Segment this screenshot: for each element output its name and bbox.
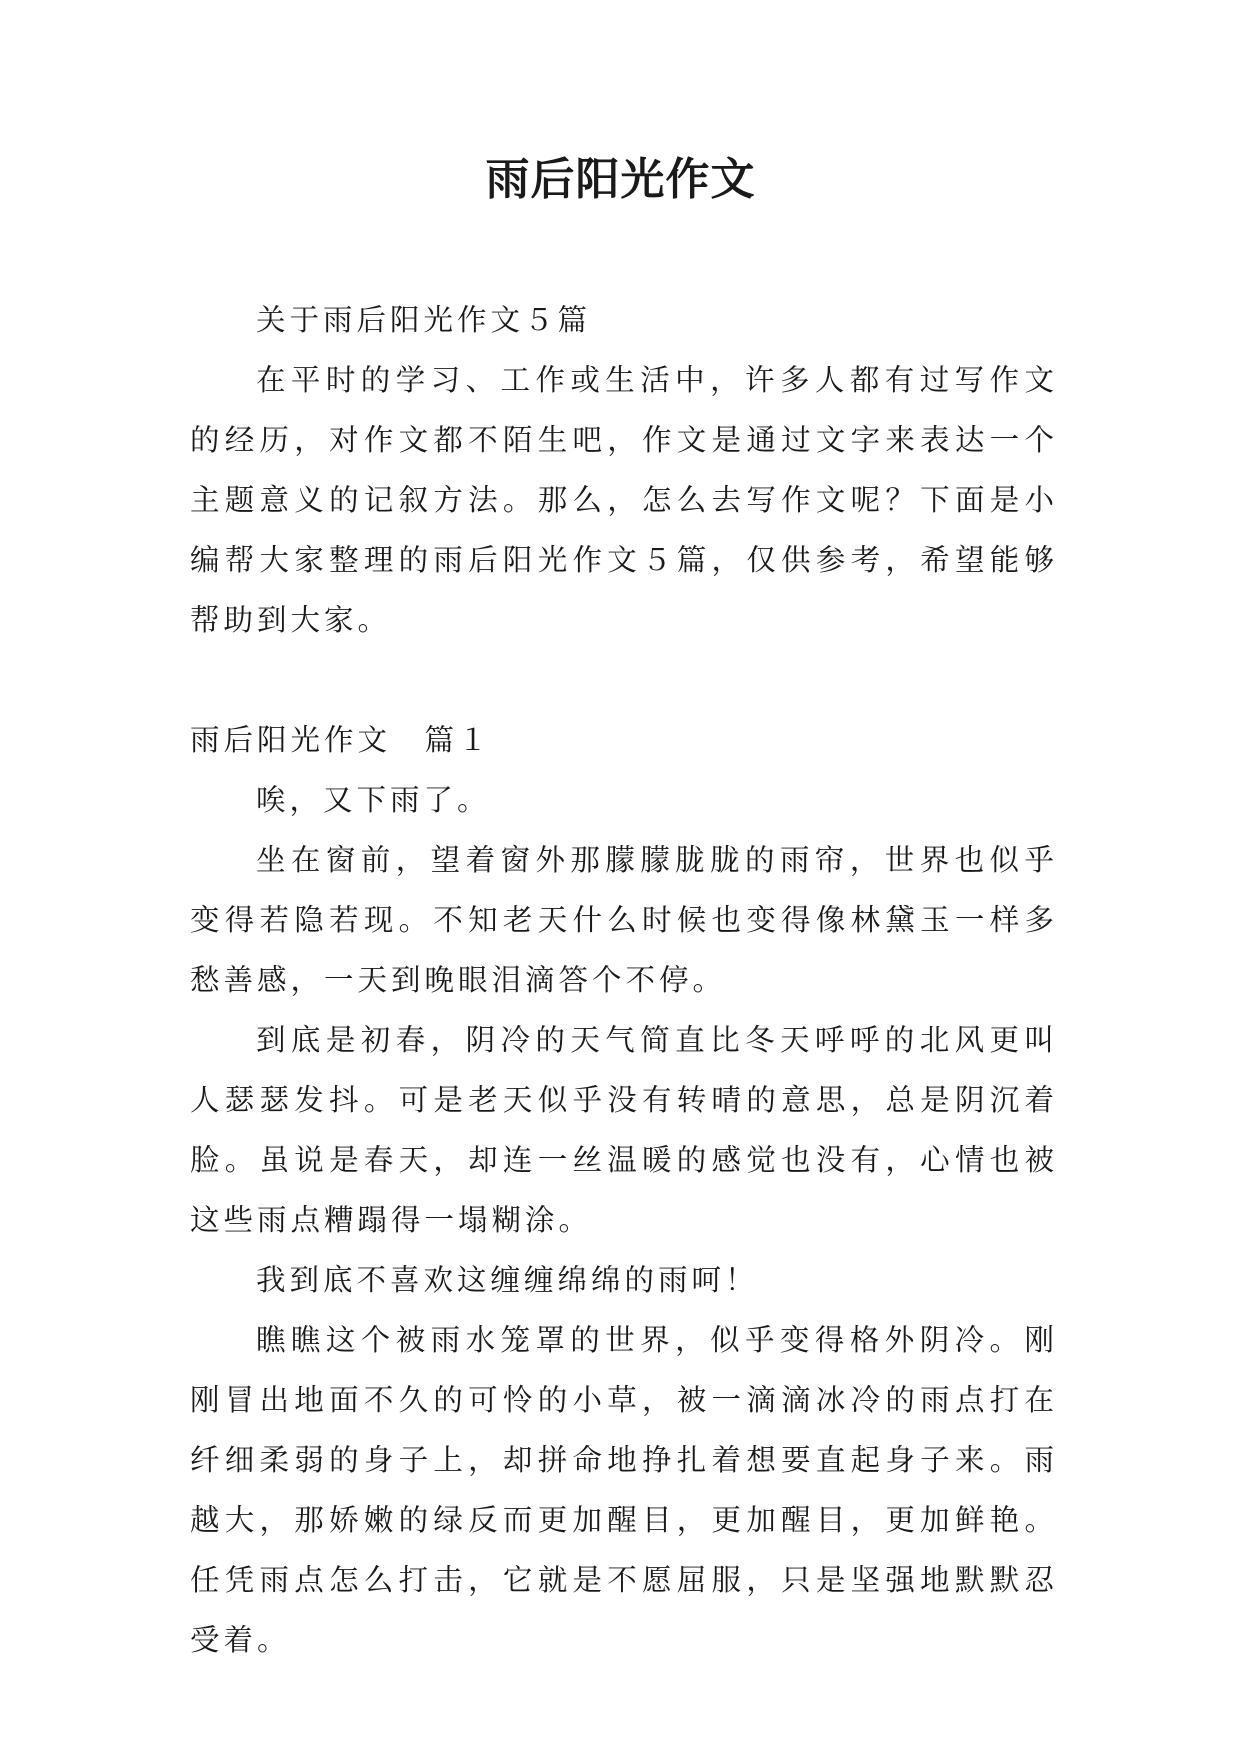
document-title: 雨后阳光作文 <box>485 154 756 205</box>
intro-paragraph: 在平时的学习、工作或生活中，许多人都有过写作文的经历，对作文都不陌生吧，作文是通过文字来表达一个主题意义的记叙方法。那么，怎么去写作文呢？下面是小编帮大家整理的雨后阳光作文５篇，仅供参考，希望能够帮助到大家。 <box>190 363 1058 637</box>
section-heading: 雨后阳光作文 篇１ <box>190 723 492 757</box>
paragraph-spacer <box>190 650 1058 710</box>
paragraph-3: 到底是初春，阴冷的天气简直比冬天呼呼的北风更叫人瑟瑟发抖。可是老天似乎没有转晴的意思，总是阴沉着脸。虽说是春天，却连一丝温暖的感觉也没有，心情也被这些雨点糟蹋得一塌糊涂。 <box>190 1023 1058 1237</box>
paragraph-4: 我到底不喜欢这缠缠绵绵的雨呵！ <box>256 1263 759 1297</box>
paragraph-2: 坐在窗前，望着窗外那朦朦胧胧的雨帘，世界也似乎变得若隐若现。不知老天什么时候也变得像林黛玉一样多愁善感，一天到晚眼泪滴答个不停。 <box>190 843 1058 997</box>
paragraph-5: 瞧瞧这个被雨水笼罩的世界，似乎变得格外阴冷。刚刚冒出地面不久的可怜的小草，被一滴滴冰冷的雨点打在纤细柔弱的身子上，却拼命地挣扎着想要直起身子来。雨越大，那娇嫩的绿反而更加醒目，更加醒目，更加鲜艳。任凭雨点怎么打击，它就是不愿屈服，只是坚强地默默忍受着。 <box>190 1323 1058 1657</box>
document-body <box>190 290 1058 1670</box>
intro-heading: 关于雨后阳光作文５篇 <box>256 303 592 337</box>
paragraph-1: 唉，又下雨了。 <box>256 783 491 817</box>
